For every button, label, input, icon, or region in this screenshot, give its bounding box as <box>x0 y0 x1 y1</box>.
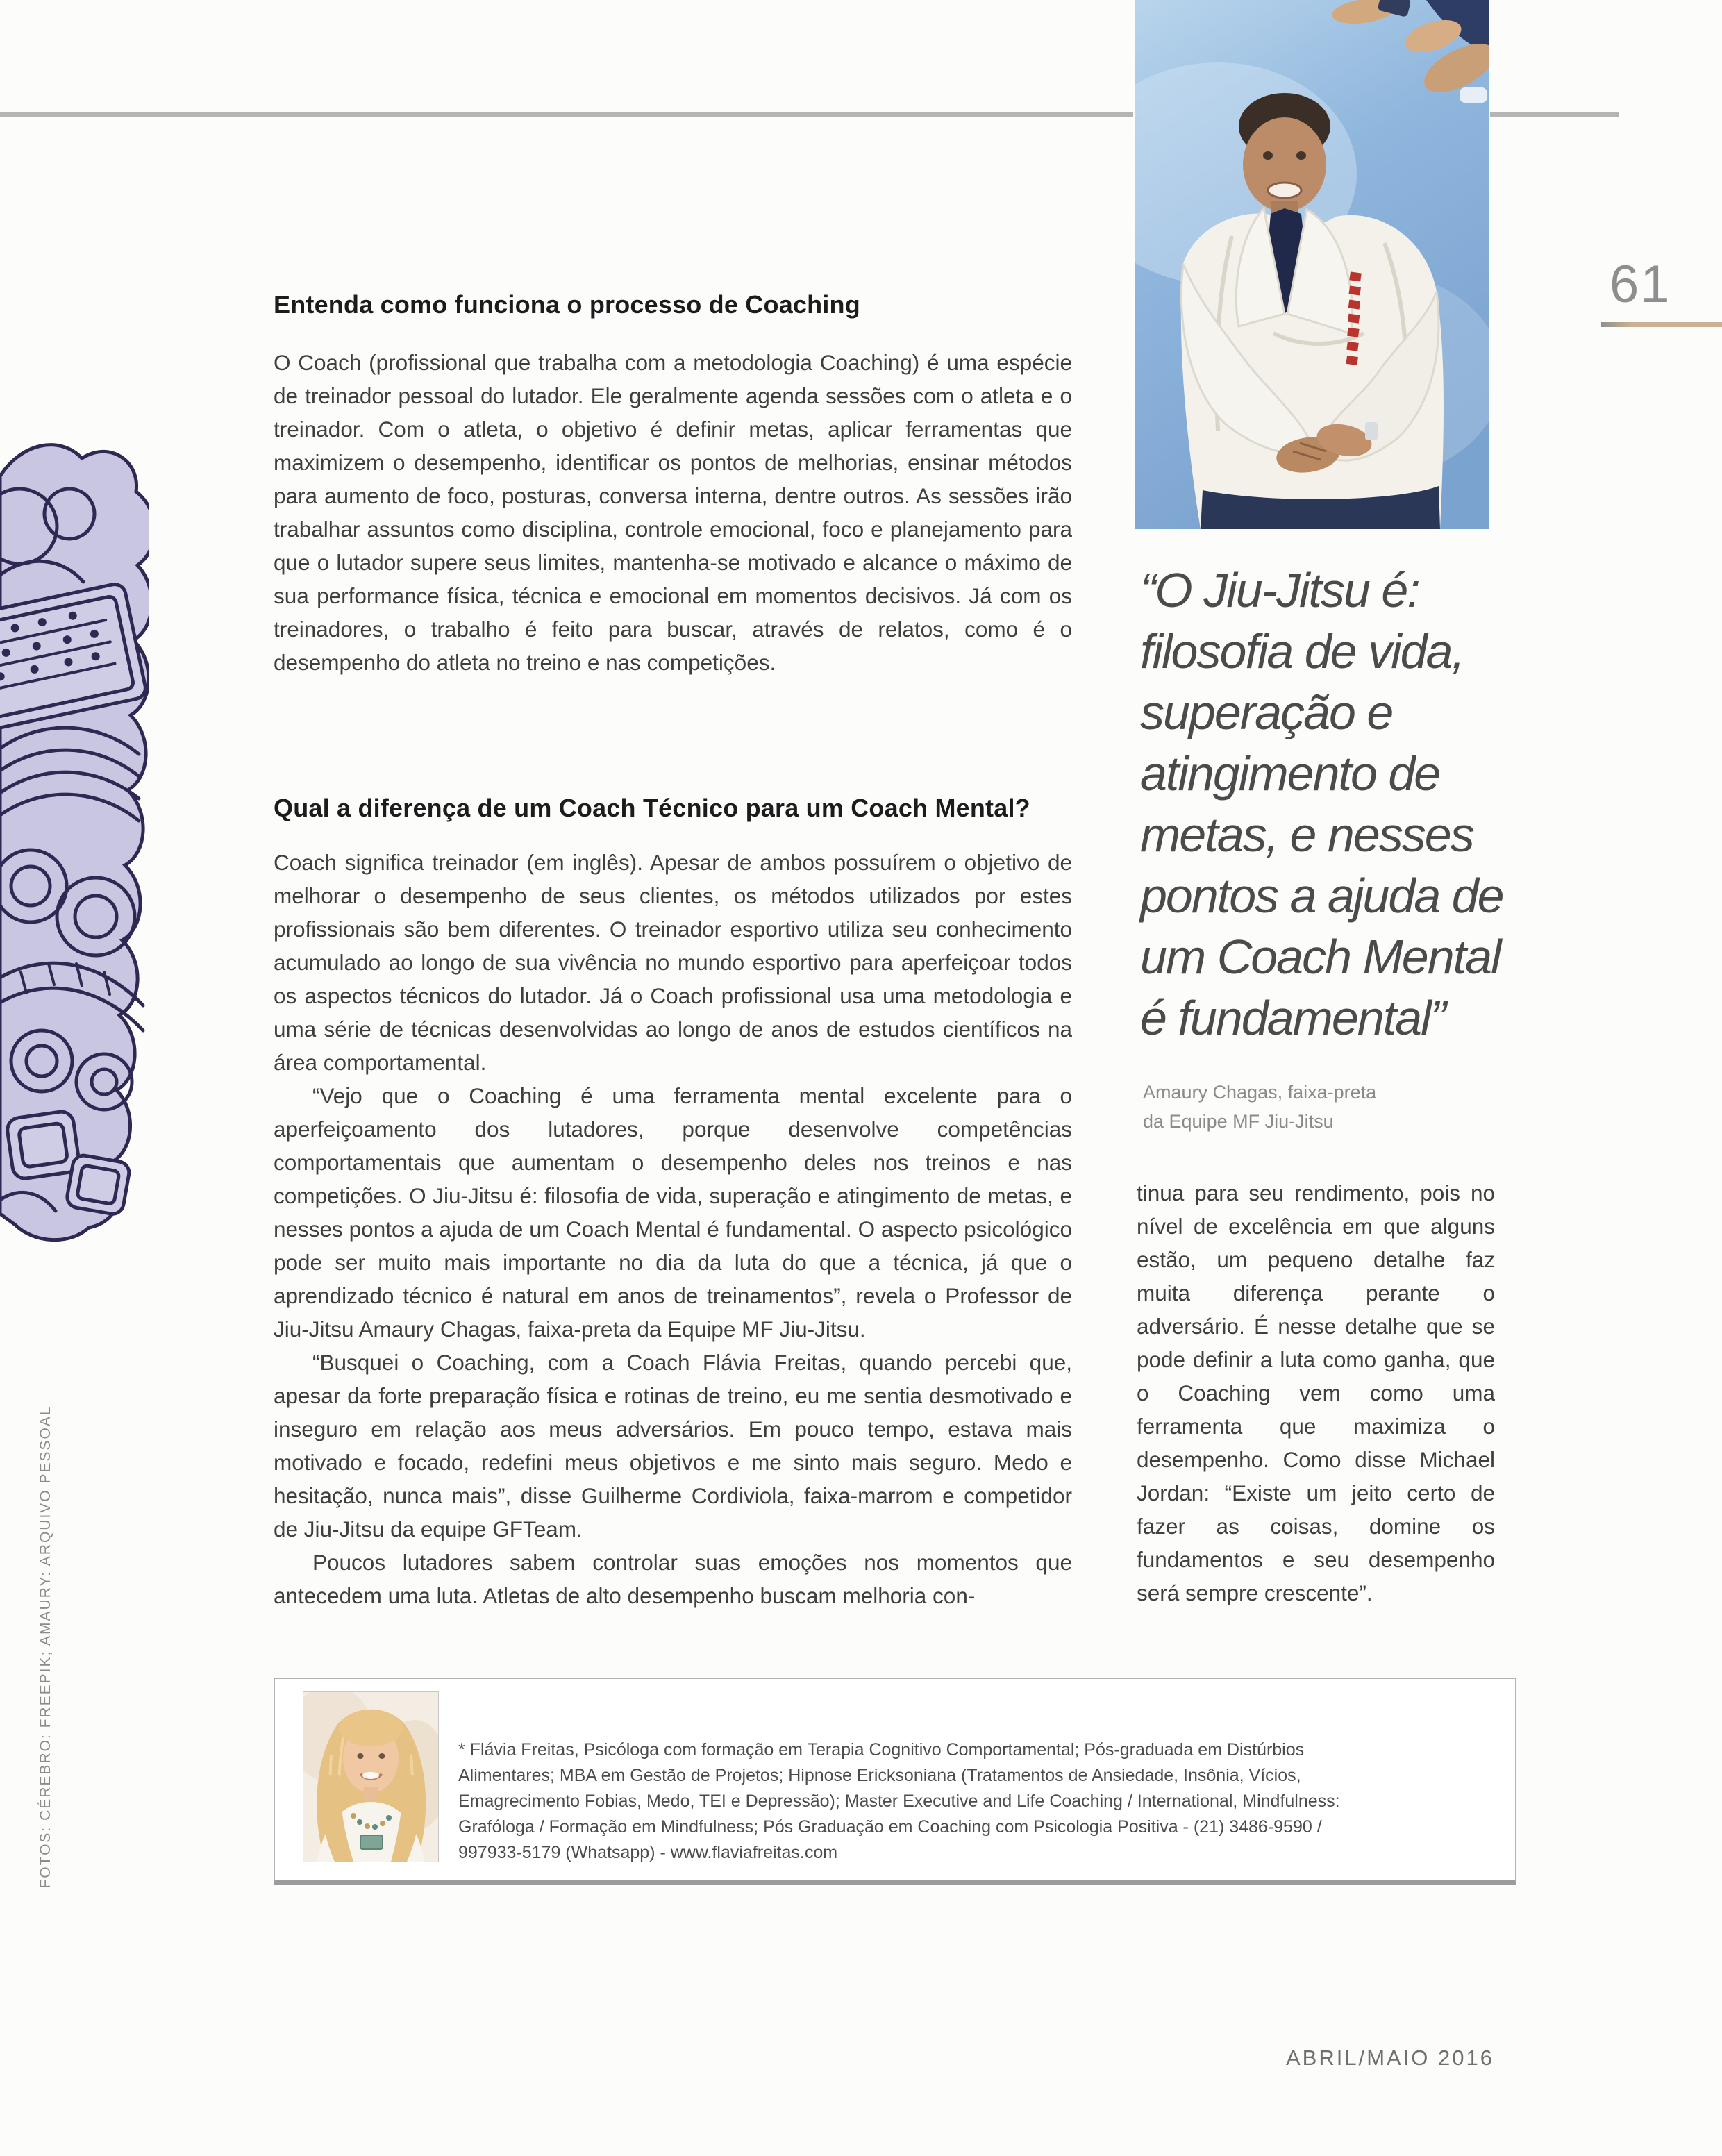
top-rule-right <box>1490 112 1619 117</box>
pull-quote-line: filosofia de vida, <box>1140 624 1464 678</box>
paragraph: Poucos lutadores sabem controlar suas emoções nos momentos que antecedem uma luta. Atletas de alto desempenho buscam melhoria con- <box>274 1550 1072 1608</box>
flavia-freitas-photo <box>303 1691 439 1862</box>
section2-heading: Qual a diferença de um Coach Técnico para um Coach Mental? <box>274 793 1030 822</box>
page-number: 61 <box>1610 255 1671 314</box>
bio-line: 997933-5179 (Whatsapp) - www.flaviafreitas.com <box>458 1843 838 1862</box>
pull-quote-line: pontos a ajuda de <box>1140 869 1503 923</box>
page-number-accent-line-tip <box>1601 322 1633 327</box>
paragraph: “Busquei o Coaching, com a Coach Flávia Freitas, quando percebi que, apesar da forte preparação física e rotinas de treino, eu me sentia desmotivado e inseguro em relação aos meus adversários. Em pouco tempo, estava mais motivado e focado, redefini meus objetivos e me sinto mais seguro. Medo e hesitação, nunca mais”, disse Guilherme Cordiviola, faixa-marrom e competidor de Jiu-Jitsu da equipe GFTeam. <box>274 1350 1072 1541</box>
pull-quote-line: é fundamental” <box>1140 991 1445 1045</box>
bio-line: * Flávia Freitas, Psicóloga com formação em Terapia Cognitivo Comportamental; Pós-graduada em Distúrbios <box>458 1740 1305 1760</box>
photo-credit-vertical: FOTOS: CÉREBRO: FREEPIK; AMAURY: ARQUIVO PESSOAL <box>37 1405 53 1889</box>
bio-line: Alimentares; MBA em Gestão de Projetos; Hipnose Ericksoniana (Tratamentos de Ansiedade, Insônia, Vícios, <box>458 1766 1301 1785</box>
pull-quote <box>1140 560 1529 1048</box>
top-rule-left <box>0 112 1133 117</box>
section1-heading: Entenda como funciona o processo de Coaching <box>274 290 860 319</box>
continuation-column: tinua para seu rendimento, pois no nível de excelência em que alguns estão, um pequeno detalhe faz muita diferença perante o adversário. É nesse detalhe que se pode definir a luta como ganha, que o Coaching vem como uma ferramenta que maximiza o desempenho. Como disse Michael Jordan: “Existe um jeito certo de fazer as coisas, domine os fundamentos e seu desempenho será sempre crescente”. <box>1137 1180 1495 1605</box>
paragraph: O Coach (profissional que trabalha com a metodologia Coaching) é uma espécie de treinador pessoal do lutador. Ele geralmente agenda sessões com o atleta e o treinador. Com o atleta, o objetivo é definir metas, aplicar ferramentas que maximizem o desempenho, identificar os pontos de melhorias, ensinar métodos para aumento de foco, posturas, conversa interna, dentre outros. As sessões irão trabalhar assuntos como disciplina, controle emocional, foco e planejamento para que o lutador supere seus limites, mantenha-se motivado e alcance o máximo de sua performance física, técnica e emocional em momentos decisivos. Já com os treinadores, o trabalho é feito para buscar, através de relatos, como é o desempenho do atleta no treino e nas competições. <box>274 350 1072 675</box>
paragraph: Coach significa treinador (em inglês). Apesar de ambos possuírem o objetivo de melhorar o desempenho de seus clientes, os métodos utilizados por estes profissionais são bem diferentes. O treinador esportivo utiliza seu conhecimento acumulado ao longo de sua vivência no mundo esportivo para aperfeiçoar todos os aspectos técnicos do lutador. Já o Coach profissional usa uma metodologia e uma série de técnicas desenvolvidas ao longo de anos de estudos científicos na área comportamental. <box>274 850 1072 1075</box>
bio-line: Grafóloga / Formação em Mindfulness; Pós Graduação em Coaching com Psicologia Positiva - (21) 3486-9590 / <box>458 1817 1322 1837</box>
attribution-name: Amaury Chagas, faixa-preta <box>1143 1082 1377 1103</box>
footer-issue-date: ABRIL/MAIO 2016 <box>1285 2046 1494 2070</box>
pull-quote-line: atingimento de <box>1140 746 1440 801</box>
attribution-team: da Equipe MF Jiu-Jitsu <box>1143 1111 1334 1132</box>
pull-quote-line: um Coach Mental <box>1140 930 1501 984</box>
pull-quote-attribution <box>1143 1078 1376 1136</box>
section2-body <box>274 846 1072 1612</box>
amaury-chagas-photo <box>1135 0 1489 529</box>
pull-quote-line: “O Jiu-Jitsu é: <box>1140 563 1419 617</box>
pull-quote-line: superação e <box>1140 685 1393 739</box>
section1-body <box>274 346 1072 679</box>
author-bio-box <box>274 1678 1516 1885</box>
author-bio-text <box>458 1737 1340 1866</box>
bio-line: Emagrecimento Fobias, Medo, TEI e Depressão); Master Executive and Life Coaching / International, Mindfulness: <box>458 1791 1340 1811</box>
pull-quote-line: metas, e nesses <box>1140 808 1473 862</box>
brain-doodle-illustration <box>0 422 149 1250</box>
paragraph: “Vejo que o Coaching é uma ferramenta mental excelente para o aperfeiçoamento dos lutadores, porque desenvolve competências comportamentais que aumentam o desempenho deles nos treinos e nas competições. O Jiu-Jitsu é: filosofia de vida, superação e atingimento de metas, e nesses pontos a ajuda de um Coach Mental é fundamental. O aspecto psicológico pode ser muito mais importante no dia da luta do que a técnica, já que o aprendizado técnico é natural em anos de treinamentos”, revela o Professor de Jiu-Jitsu Amaury Chagas, faixa-preta da Equipe MF Jiu-Jitsu. <box>274 1083 1072 1342</box>
